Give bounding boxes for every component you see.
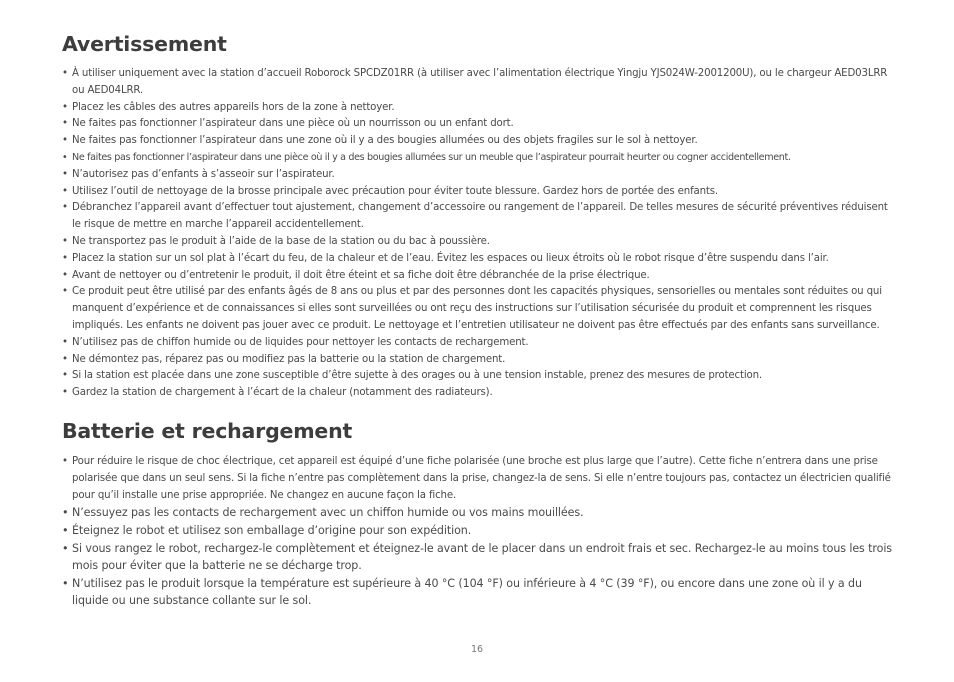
bullet-icon: • xyxy=(62,101,68,113)
list-item: • Ne faites pas fonctionner l’aspirateur dans une zone où il y a des bougies allumées ou des objets fragiles sur le sol à nettoyer. xyxy=(62,133,897,150)
bullet-icon: • xyxy=(62,252,68,264)
warning-list xyxy=(62,66,897,402)
list-item: • Ne démontez pas, réparez pas ou modifiez pas la batterie ou la station de chargement. xyxy=(62,352,897,369)
battery-list xyxy=(62,454,897,610)
list-item: • À utiliser uniquement avec la station d’accueil Roborock SPCDZ01RR (à utiliser avec l’alimentation électrique Yingju YJS024W-2001200U), ou le chargeur AED03LRR ou AED04LRR. xyxy=(62,68,888,96)
list-item: • Avant de nettoyer ou d’entretenir le produit, il doit être éteint et sa fiche doit être débranchée de la prise électrique. xyxy=(62,268,897,285)
list-item: • N’autorisez pas d’enfants à s’asseoir sur l’aspirateur. xyxy=(62,167,897,184)
bullet-icon: • xyxy=(62,370,68,382)
section-battery xyxy=(62,417,897,610)
page-number: 16 xyxy=(470,644,484,655)
bullet-icon: • xyxy=(62,523,69,537)
list-item: • Ce produit peut être utilisé par des enfants âgés de 8 ans ou plus et par des personnes dont les capacités physiques, sensorielles ou mentales sont réduites ou qui manquent d’expérience et de connaissances si elles sont surveillées ou ont reçu des instructions sur l’utilisation sécurisée du produit et comprennent les risques impliqués. Les enfants ne doivent pas jouer avec ce produit. Le nettoyage et l’entretien utilisateur ne doivent pas être effectués par des enfants sans surveillance. xyxy=(62,286,882,331)
list-item: • Ne transportez pas le produit à l’aide de la base de la station ou du bac à poussière. xyxy=(62,234,897,251)
list-item: • Utilisez l’outil de nettoyage de la brosse principale avec précaution pour éviter toute blessure. Gardez hors de portée des enfants. xyxy=(62,184,897,201)
bullet-icon: • xyxy=(62,135,68,147)
bullet-icon: • xyxy=(62,576,69,590)
bullet-icon: • xyxy=(62,118,68,130)
list-item: • Ne faites pas fonctionner l’aspirateur dans une pièce où un nourrisson ou un enfant dort. xyxy=(62,116,897,133)
bullet-icon: • xyxy=(62,185,68,197)
list-item: • Si vous rangez le robot, rechargez-le complètement et éteignez-le avant de le placer dans un endroit frais et sec. Rechargez-le au moins tous les trois mois pour éviter que la batterie ne se décharge trop. xyxy=(62,541,892,573)
list-item: • Débranchez l’appareil avant d’effectuer tout ajustement, changement d’accessoire ou rangement de l’appareil. De telles mesures de sécurité préventives réduisent le risque de mettre en marche l’appareil accidentellement. xyxy=(62,202,888,231)
bullet-icon: • xyxy=(62,168,68,180)
bullet-icon: • xyxy=(62,353,68,365)
list-item: • N’essuyez pas les contacts de rechargement avec un chiffon humide ou vos mains mouillées. xyxy=(62,504,897,522)
bullet-icon: • xyxy=(62,68,68,79)
bullet-icon: • xyxy=(62,506,69,520)
bullet-icon: • xyxy=(62,336,68,348)
bullet-icon: • xyxy=(62,202,68,214)
bullet-icon: • xyxy=(62,286,68,298)
list-item: • N’utilisez pas de chiffon humide ou de liquides pour nettoyer les contacts de rechargement. xyxy=(62,335,897,352)
list-item: • Éteignez le robot et utilisez son emballage d’origine pour son expédition. xyxy=(62,522,897,540)
list-item: • Gardez la station de chargement à l’écart de la chaleur (notamment des radiateurs). xyxy=(62,385,897,402)
list-item: • Ne faites pas fonctionner l’aspirateur dans une pièce où il y a des bougies allumées sur un meuble que l’aspirateur pourrait heurter ou cogner accidentellement. xyxy=(62,150,897,167)
bullet-icon: • xyxy=(62,455,68,467)
list-item: • Pour réduire le risque de choc électrique, cet appareil est équipé d’une fiche polarisée (une broche est plus large que l’autre). Cette fiche n’entrera dans une prise polarisée que dans un seul sens. Si la fiche n’entre pas complètement dans la prise, changez-la de sens. Si elle n’entre toujours pas, contactez un électricien qualifié pour qu’il installe une prise appropriée. Ne changez en aucune façon la fiche. xyxy=(62,455,891,501)
bullet-icon: • xyxy=(62,151,68,163)
manual-page xyxy=(62,30,897,610)
list-item: • Si la station est placée dans une zone susceptible d’être sujette à des orages ou à une tension instable, prenez des mesures de protection. xyxy=(62,368,897,385)
section-warning xyxy=(62,30,897,402)
bullet-icon: • xyxy=(62,235,68,247)
list-item: • N’utilisez pas le produit lorsque la température est supérieure à 40 °C (104 °F) ou inférieure à 4 °C (39 °F), ou encore dans une zone où il y a du liquide ou une substance collante sur le sol. xyxy=(62,576,862,608)
list-item: • Placez la station sur un sol plat à l’écart du feu, de la chaleur et de l’eau. Évitez les espaces ou lieux étroits où le robot risque d’être suspendu dans l’air. xyxy=(62,251,897,268)
bullet-icon: • xyxy=(62,269,68,281)
section-title-battery: Batterie et rechargement xyxy=(62,418,353,443)
bullet-icon: • xyxy=(62,541,69,555)
list-item: • Placez les câbles des autres appareils hors de la zone à nettoyer. xyxy=(62,100,897,117)
section-title-warning: Avertissement xyxy=(62,32,227,56)
bullet-icon: • xyxy=(62,387,68,399)
